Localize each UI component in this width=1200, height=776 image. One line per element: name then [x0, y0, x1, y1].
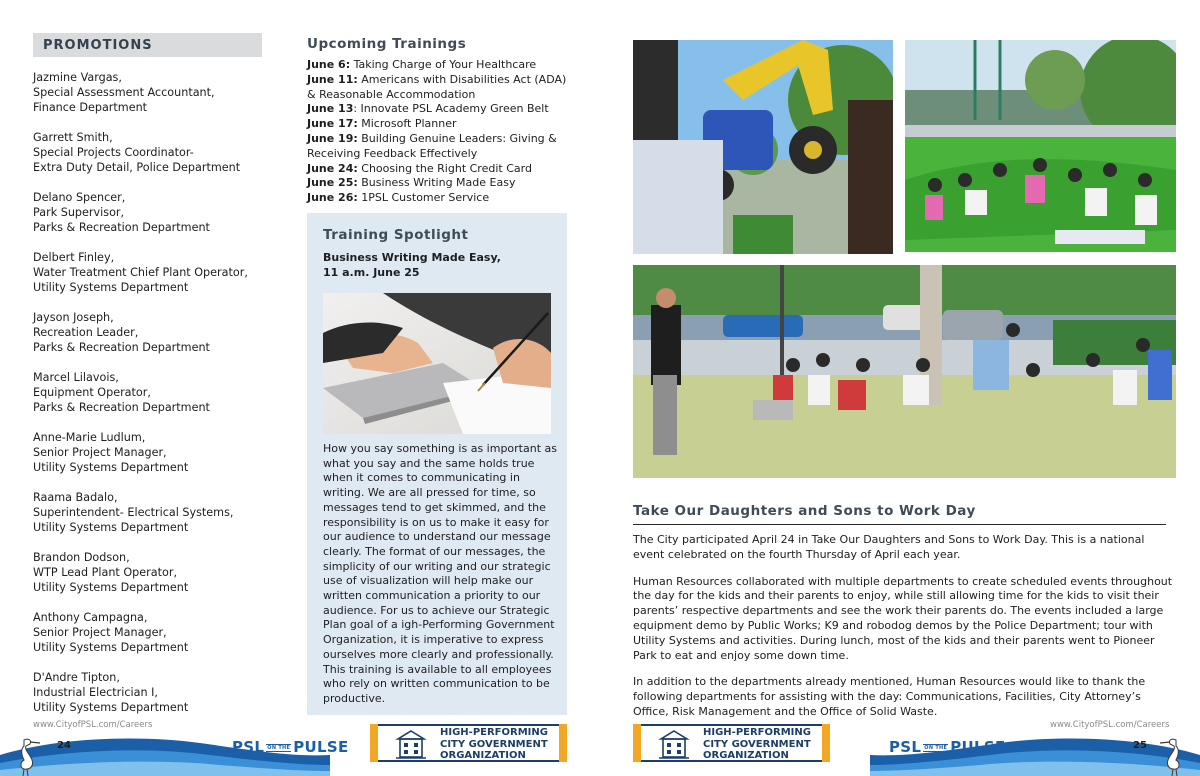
badge-text	[703, 727, 811, 762]
spotlight-title: Training Spotlight	[323, 227, 469, 243]
training-item	[307, 191, 567, 206]
promotion-dept: Finance Department	[33, 101, 148, 114]
careers-url-left[interactable]: www.CityofPSL.com/Careers	[33, 720, 153, 730]
city-hall-icon	[394, 729, 428, 761]
laptop-writing-photo	[323, 293, 551, 434]
event-paragraph: In addition to the departments already mentioned, Human Resources would like to thank the following departments for assisting with the day: Communications, Facilities, City Attorney’s Office, Risk Management and the Office of Solid Waste.	[633, 675, 1146, 718]
training-date: June 25:	[307, 176, 358, 190]
promotion-name: Anthony Campagna,	[33, 611, 148, 624]
promotion-title: Special Assessment Accountant,	[33, 86, 215, 99]
promotion-item	[33, 550, 283, 595]
logo-pulse: PULSE	[950, 738, 1006, 756]
promotion-item	[33, 70, 283, 115]
training-item	[307, 73, 567, 103]
promotion-item	[33, 130, 283, 175]
badge-line: CITY GOVERNMENT	[703, 738, 811, 750]
trainings-title: Upcoming Trainings	[307, 36, 467, 52]
training-name: 1PSL Customer Service	[357, 191, 490, 205]
promotion-name: Delano Spencer,	[33, 191, 126, 204]
training-date: June 11:	[307, 72, 358, 86]
city-hall-icon	[657, 729, 691, 761]
training-item	[307, 132, 567, 162]
logo-pulse: PULSE	[293, 738, 349, 756]
badge-text	[440, 727, 548, 762]
training-item	[307, 58, 567, 73]
page-number-left: 24	[57, 740, 71, 751]
spotlight-course: Business Writing Made Easy,	[323, 251, 501, 264]
promotion-item	[33, 310, 283, 355]
training-name: Business Writing Made Easy	[357, 176, 516, 190]
badge-line: HIGH-PERFORMING	[440, 727, 548, 738]
promotion-title: Special Projects Coordinator-	[33, 146, 194, 159]
training-item	[307, 162, 567, 177]
training-name: Americans with Disabilities Act (ADA) & Reasonable Accommodation	[307, 72, 567, 101]
heron-icon-right	[1158, 736, 1192, 776]
training-spotlight-box	[307, 213, 567, 715]
logo-on-the: ON THE	[267, 744, 291, 751]
training-name: Taking Charge of Your Healthcare	[350, 58, 537, 71]
logo-psl: PSL	[232, 738, 265, 756]
promotion-dept: Utility Systems Department	[33, 581, 189, 594]
promotion-item	[33, 610, 283, 655]
promotion-item	[33, 490, 283, 535]
promotions-list	[33, 70, 283, 730]
training-date: June 6:	[307, 58, 351, 71]
training-name: Microsoft Planner	[357, 117, 457, 131]
promotion-dept: Utility Systems Department	[33, 281, 189, 294]
promotion-name: Anne-Marie Ludlum,	[33, 431, 146, 444]
promotion-title-cont: Extra Duty Detail, Police Department	[33, 161, 241, 174]
promotion-title: Senior Project Manager,	[33, 446, 167, 459]
promotion-dept: Parks & Recreation Department	[33, 221, 210, 234]
promotion-title: Water Treatment Chief Plant Operator,	[33, 266, 248, 279]
training-name: : Innovate PSL Academy Green Belt	[353, 102, 549, 116]
promotion-dept: Utility Systems Department	[33, 701, 189, 714]
park-lunch-photo	[905, 40, 1176, 252]
promotion-dept: Utility Systems Department	[33, 461, 189, 474]
promotion-title: Recreation Leader,	[33, 326, 139, 339]
promotion-title: Senior Project Manager,	[33, 626, 167, 639]
heron-icon-left	[8, 736, 42, 776]
promotion-item	[33, 430, 283, 475]
promotion-name: Marcel Lilavois,	[33, 371, 119, 384]
promotions-header-label: PROMOTIONS	[43, 38, 153, 53]
careers-url-right[interactable]: www.CityofPSL.com/Careers	[1050, 720, 1170, 730]
spotlight-subtitle	[323, 250, 501, 280]
promotion-dept: Parks & Recreation Department	[33, 341, 210, 354]
promotion-item	[33, 190, 283, 235]
training-date: June 26:	[307, 191, 358, 205]
badge-line: ORGANIZATION	[440, 750, 526, 761]
badge-line: HIGH-PERFORMING	[703, 727, 811, 738]
promotion-title: Equipment Operator,	[33, 386, 151, 399]
logo-psl: PSL	[889, 738, 922, 756]
event-paragraph: The City participated April 24 in Take Our Daughters and Sons to Work Day. This is a national event celebrated on the fourth Thursday of April each year.	[633, 533, 1145, 561]
promotion-name: Jazmine Vargas,	[33, 71, 122, 84]
training-item	[307, 176, 567, 191]
psl-on-the-pulse-logo-left	[232, 738, 349, 756]
spotlight-body: How you say something is as important as what you say and the same holds true when it comes to communicating in writing. We are all pressed for time, so messages tend to get skimmed, and the responsibility is on us to make it easy for our audience to understand our message clearly. The format of our messages, the simplicity of our writing and our strategic use of visualization will help make our written communication a priority to our audience. For us to achieve our Strategic Plan goal of a igh-Performing Government Organization, it is imperative to express ourselves more clearly and professionally. This training is available to all employees who rely on written communication to be productive.	[323, 442, 557, 705]
promotion-name: Jayson Joseph,	[33, 311, 114, 324]
training-date: June 24:	[307, 161, 358, 175]
event-paragraph: Human Resources collaborated with multiple departments to create scheduled events throughout the day for the kids and their parents to enjoy, while still allowing time for the kids to visit their parents’ respective departments and see the work their parents do. The events included a large equipment demo by Public Works; K9 and robodog demos by the Police Department; tour with Utility Systems and activities. During lunch, most of the kids and their parents went to Pioneer Park to eat and enjoy some down time.	[633, 574, 1173, 662]
promotion-dept: Utility Systems Department	[33, 521, 189, 534]
promotion-name: Garrett Smith,	[33, 131, 113, 144]
promotions-header	[33, 33, 262, 57]
training-name: Choosing the Right Credit Card	[357, 161, 532, 175]
promotion-item	[33, 670, 283, 715]
training-date: June 17:	[307, 117, 358, 131]
promotion-name: D'Andre Tipton,	[33, 671, 120, 684]
event-body	[633, 533, 1173, 732]
page-number-right: 25	[1133, 740, 1147, 751]
promotion-item	[33, 370, 283, 415]
event-title-rule	[633, 524, 1166, 525]
badge-line: CITY GOVERNMENT	[440, 738, 548, 750]
promotion-dept: Utility Systems Department	[33, 641, 189, 654]
spotlight-time: 11 a.m. June 25	[323, 266, 420, 279]
training-item	[307, 117, 567, 132]
promotion-name: Raama Badalo,	[33, 491, 118, 504]
training-name: Building Genuine Leaders: Giving & Receiving Feedback Effectively	[307, 131, 557, 160]
promotion-title: Industrial Electrician I,	[33, 686, 158, 699]
logo-on-the: ON THE	[924, 744, 948, 751]
training-date: June 13	[307, 102, 354, 116]
high-performing-badge-right	[633, 724, 830, 762]
training-date: June 19:	[307, 131, 358, 145]
promotion-title: Park Supervisor,	[33, 206, 125, 219]
high-performing-badge-left	[370, 724, 567, 762]
equipment-demo-photo	[633, 40, 893, 254]
promotion-dept: Parks & Recreation Department	[33, 401, 210, 414]
psl-on-the-pulse-logo-right	[889, 738, 1006, 756]
badge-line: ORGANIZATION	[703, 750, 789, 761]
trainings-list	[307, 58, 567, 206]
promotion-name: Brandon Dodson,	[33, 551, 130, 564]
promotion-title: Superintendent- Electrical Systems,	[33, 506, 234, 519]
event-title: Take Our Daughters and Sons to Work Day	[633, 503, 976, 519]
promotion-item	[33, 250, 283, 295]
k9-demo-photo	[633, 265, 1176, 478]
training-item	[307, 102, 567, 117]
promotion-name: Delbert Finley,	[33, 251, 115, 264]
promotion-title: WTP Lead Plant Operator,	[33, 566, 178, 579]
